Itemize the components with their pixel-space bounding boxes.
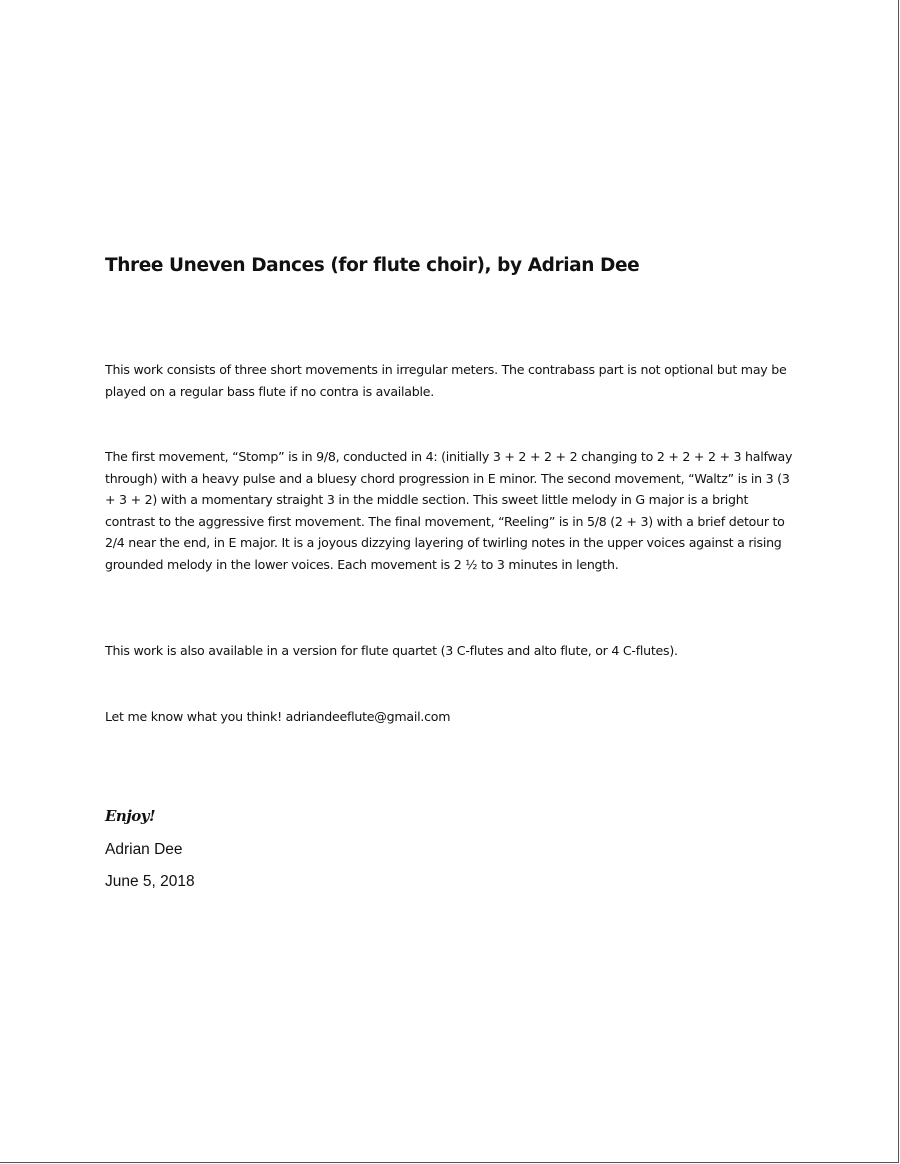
signature-date: June 5, 2018 xyxy=(105,873,195,890)
contact-paragraph: Let me know what you think! adriandeeflute@gmail.com xyxy=(105,709,451,724)
document-title: Three Uneven Dances (for flute choir), by Adrian Dee xyxy=(105,255,640,276)
movements-paragraph: The first movement, “Stomp” is in 9/8, conducted in 4: (initially 3 + 2 + 2 + 2 changing to 2 + 2 + 2 + 3 halfway through) with a heavy pulse and a bluesy chord progression in E minor. The second movement, “Waltz” is in 3 (3 + 3 + 2) with a momentary straight 3 in the middle section. This sweet little melody in G major is a bright contrast to the aggressive first movement. The final movement, “Reeling” is in 5/8 (2 + 3) with a brief detour to 2/4 near the end, in E major. It is a joyous dizzying layering of twirling notes in the upper voices against a rising grounded melody in the lower voices. Each movement is 2 ½ to 3 minutes in length. xyxy=(105,449,793,572)
signature-name: Adrian Dee xyxy=(105,841,183,858)
closing-text: Enjoy! xyxy=(105,807,156,825)
quartet-paragraph: This work is also available in a version for flute quartet (3 C-flutes and alto flute, or 4 C-flutes). xyxy=(105,643,678,658)
intro-paragraph: This work consists of three short movements in irregular meters. The contrabass part is not optional but may be played on a regular bass flute if no contra is available. xyxy=(105,362,787,399)
